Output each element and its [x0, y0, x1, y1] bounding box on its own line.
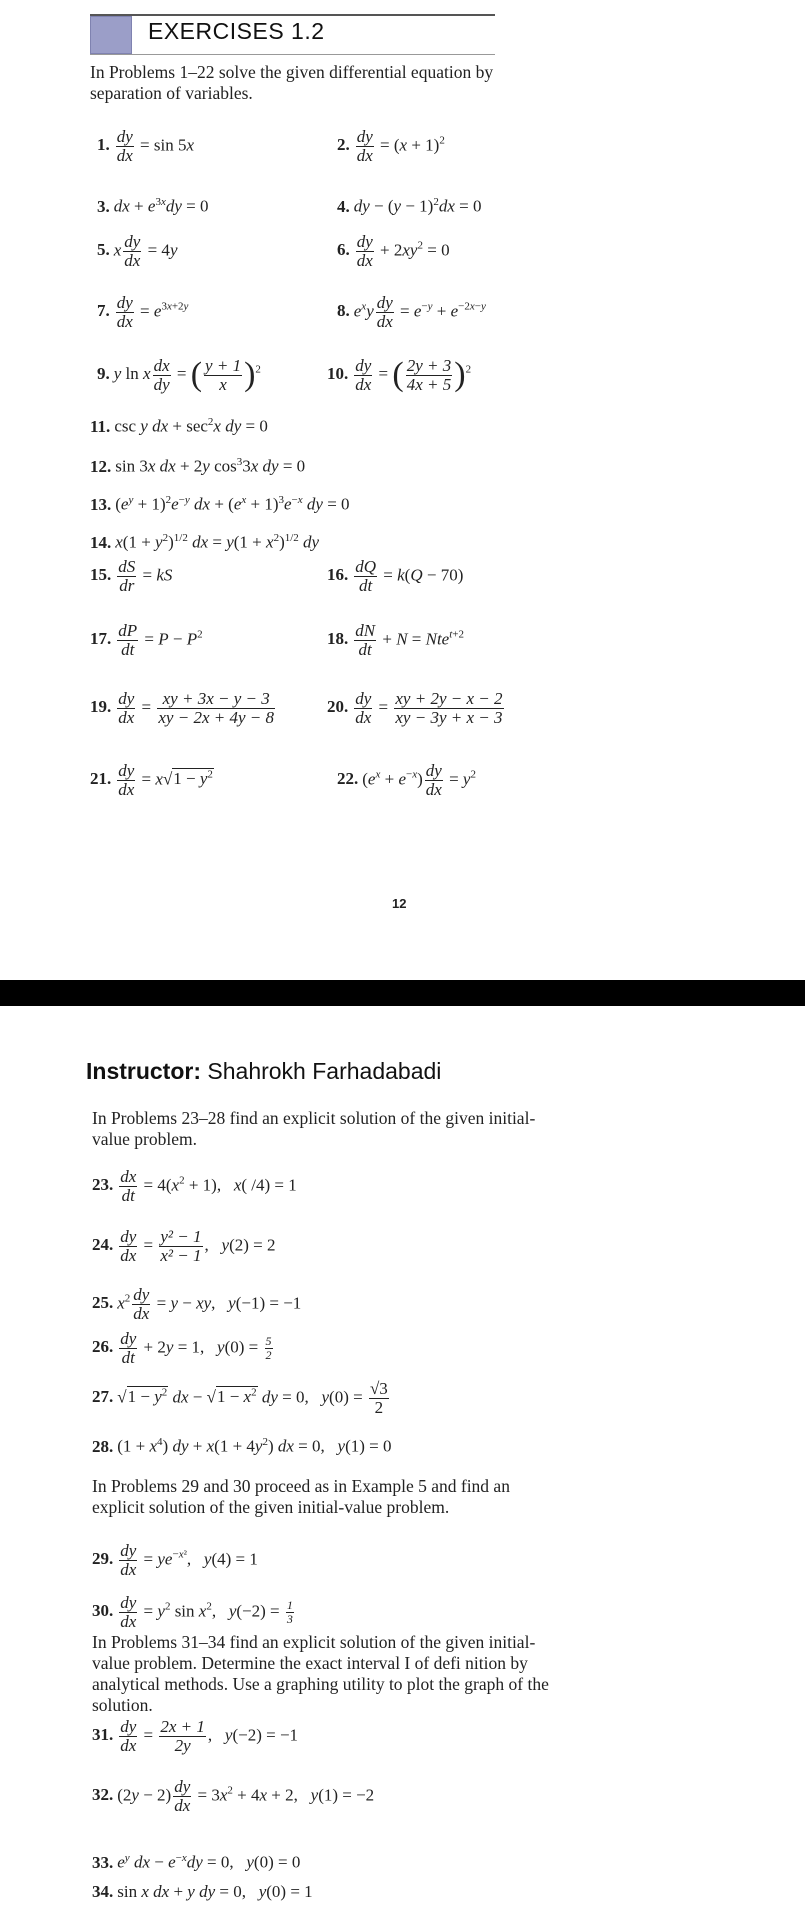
instructor-line: Instructor: Shahrokh Farhadabadi: [86, 1058, 442, 1084]
problem-33: 33. $e^y$ dx − $e^{-x}dy = 0$, y(0) = 0: [92, 1852, 301, 1872]
problem-3: 3. dx + $e^{3x}dy = 0$: [97, 196, 209, 216]
problem-13: 13. $(e^y + 1)^2e^{-y}$ dx + $(e^x + 1)^3e^{-x}$ dy = 0: [90, 494, 350, 514]
page-separator-band: [0, 980, 805, 1006]
exercises-title: EXERCISES 1.2: [148, 18, 325, 44]
problem-6: 6. $\frac{dy}{dx}$ + $2xy^2 = 0$: [337, 232, 450, 270]
problem-2: 2. $\frac{dy}{dx}$ = $(x + 1)^2$: [337, 127, 445, 165]
header-top-rule: [90, 14, 495, 16]
problem-24: 24. $\frac{dy}{dx}$ = $\frac{\text{y² − 1}}{\text{x² − 1}}$ , y(2) = 2: [92, 1227, 276, 1265]
problem-28: 28. $(1 + x^4)$ dy + $x(1 + 4y^2)$ dx = 0, y(1) = 0: [92, 1436, 392, 1456]
problem-1: 1. $\frac{dy}{dx}$ = sin 5x: [97, 127, 195, 165]
header-color-block: [90, 16, 132, 54]
problem-25: 25. $x^2$ $\frac{dy}{dx}$ = y − xy, y(−1) = −1: [92, 1285, 302, 1323]
problem-18: 18. $\frac{dN}{dt}$ + N = Nte$^{t+2}$: [327, 621, 465, 659]
problem-22: 22. $(e^x + e^{-x})$ $\frac{dy}{dx}$ = $y^2$: [337, 761, 476, 799]
problem-31: 31. $\frac{dy}{dx}$ = $\frac{2x + 1}{2y}$ , y(−2) = −1: [92, 1717, 299, 1755]
problem-23: 23. $\frac{dx}{dt}$ = $4(x^2 + 1)$, x( /4) = 1: [92, 1167, 297, 1205]
problem-12: 12. sin 3x dx + 2y $\cos^33x$ dy = 0: [90, 456, 306, 476]
problem-34: 34. sin x dx + y dy = 0, y(0) = 1: [92, 1882, 313, 1901]
problem-14: 14. $x(1 + y^2)^{1/2}$ dx = $y(1 + x^2)^{1/2}$ dy: [90, 532, 320, 552]
intro-problems-29-30: In Problems 29 and 30 proceed as in Example 5 and find an explicit solution of the given initial-value problem.: [92, 1476, 510, 1517]
problem-7: 7. $\frac{dy}{dx}$ = $e^{3x+2y}$: [97, 293, 189, 331]
intro-problems-1-22: In Problems 1–22 solve the given differential equation by separation of variables.: [90, 62, 494, 103]
problem-5: 5. x $\frac{dy}{dx}$ = 4y: [97, 232, 178, 270]
problem-8: 8. $e^xy$ $\frac{dy}{dx}$ = $e^{-y} + e^{-2x-y}$: [337, 293, 486, 331]
problem-30: 30. $\frac{dy}{dx}$ = $y^2$ $\sin x^2$, y(−2) = $\frac{1}{3}$: [92, 1593, 293, 1631]
problem-15: 15. $\frac{dS}{dr}$ = kS: [90, 557, 173, 595]
problem-17: 17. $\frac{dP}{dt}$ = $P - P^2$: [90, 621, 203, 659]
problem-16: 16. $\frac{dQ}{dt}$ = k(Q − 70): [327, 557, 464, 595]
problem-32: 32. (2y − 2) $\frac{dy}{dx}$ = $3x^2 + 4x + 2$, y(1) = −2: [92, 1777, 375, 1815]
problem-29: 29. $\frac{dy}{dx}$ = $ye^{-x^2}$, y(4) = 1: [92, 1541, 258, 1579]
page-number: 12: [392, 896, 407, 911]
problem-9: 9. y ln x $\frac{dx}{dy}$ = ( $\frac{y + 1}{x}$ )$^2$: [97, 355, 261, 394]
header-bottom-rule: [90, 54, 495, 55]
problem-21: 21. $\frac{dy}{dx}$ = $x√1 - y^2$: [90, 761, 213, 799]
problem-26: 26. $\frac{dy}{dt}$ + 2y = 1, y(0) = $\frac{5}{2}$: [92, 1329, 272, 1367]
intro-problems-31-34: In Problems 31–34 find an explicit solution of the given initial-value problem. Determine the exact interval I of defi nition by analytical methods. Use a graphing utility to plot the graph of the solution.: [92, 1632, 549, 1715]
problem-19: 19. $\frac{dy}{dx}$ = $\frac{xy + 3x - y - 3}{xy - 2x + 4y - 8}$: [90, 689, 274, 727]
problem-27: 27. $√1 - y^2$ dx − $√1 - x^2$ dy = 0, y(0) = $\frac{√3}{2}$: [92, 1379, 388, 1417]
problem-10: 10. $\frac{dy}{dx}$ = ( $\frac{2y + 3}{4x + 5}$ )$^2$: [327, 355, 472, 394]
problem-4: 4. dy − $(y - 1)^2dx = 0$: [337, 196, 482, 216]
intro-problems-23-28: In Problems 23–28 find an explicit solution of the given initial-value problem.: [92, 1108, 536, 1149]
problem-11: 11. csc y dx + $\sec^2x$ dy = 0: [90, 416, 268, 436]
problem-20: 20. $\frac{dy}{dx}$ = $\frac{xy + 2y - x - 2}{xy - 3y + x - 3}$: [327, 689, 503, 727]
